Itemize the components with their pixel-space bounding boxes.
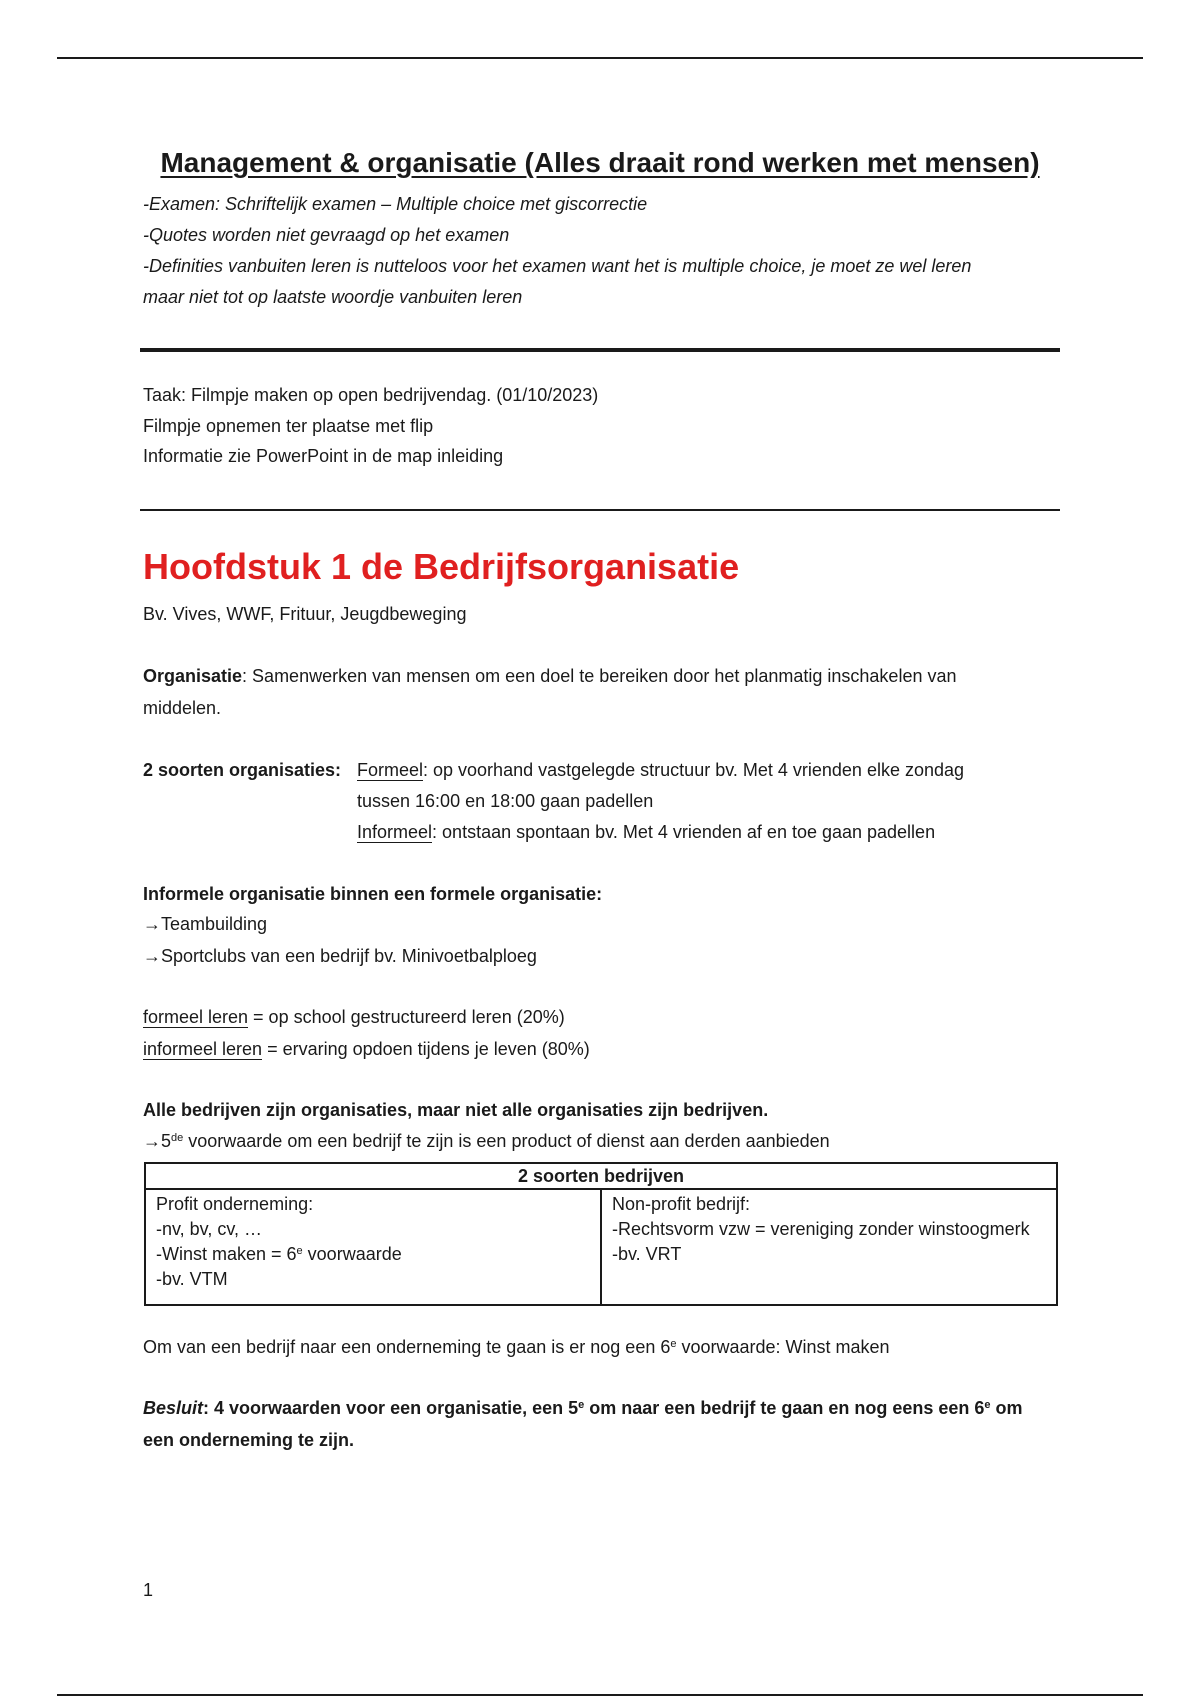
cell-sup: e [296, 1245, 303, 1257]
list-item [143, 946, 537, 966]
besluit-sup: e [578, 1399, 585, 1411]
sixth-condition [143, 1337, 890, 1357]
conclusion [143, 1398, 1023, 1418]
informal-heading: Informele organisatie binnen een formele organisatie: [143, 884, 603, 904]
statement: Alle bedrijven zijn organisaties, maar niet alle organisaties zijn bedrijven. [143, 1100, 769, 1120]
formeel-def-continued: tussen 16:00 en 18:00 gaan padellen [357, 791, 654, 811]
informeel-definition [357, 822, 935, 842]
learning-def: = op school gestructureerd leren (20%) [248, 1007, 565, 1027]
cell-line: Profit onderneming: [156, 1194, 314, 1214]
organisatie-term: Organisatie [143, 666, 243, 686]
cell-text: -Winst maken = 6 [156, 1244, 297, 1264]
table-row [145, 1189, 1057, 1305]
fifth-condition [143, 1131, 830, 1151]
bottom-rule [57, 1694, 1143, 1696]
top-rule [57, 57, 1143, 59]
besluit-text: : 4 voorwaarden voor een organisatie, een 5 [203, 1398, 579, 1418]
cell-line [156, 1242, 590, 1267]
exam-note: -Examen: Schriftelijk examen – Multiple choice met giscorrectie [143, 194, 648, 214]
besluit-sup: e [984, 1399, 991, 1411]
fifth-sup: de [171, 1132, 184, 1144]
learning-term: informeel leren [143, 1039, 263, 1059]
table-header: 2 soorten bedrijven [145, 1163, 1057, 1189]
section-separator [140, 348, 1060, 352]
page-number: 1 [143, 1580, 154, 1600]
conclusion-continued: een onderneming te zijn. [143, 1430, 355, 1450]
formeel-definition [357, 760, 964, 780]
exam-note: -Definities vanbuiten leren is nutteloos voor het examen want het is multiple choice, je moet ze wel leren [143, 256, 972, 276]
arrow-icon: → [143, 946, 161, 966]
task-line: Informatie zie PowerPoint in de map inleiding [143, 446, 504, 466]
fifth-prefix: 5 [161, 1131, 172, 1151]
list-item [143, 914, 267, 934]
company-types-table [144, 1162, 1058, 1306]
cell-line: -bv. VTM [156, 1269, 228, 1289]
profit-cell [145, 1189, 601, 1305]
informeel-def: : ontstaan spontaan bv. Met 4 vrienden af en toe gaan padellen [432, 822, 936, 842]
exam-note: -Quotes worden niet gevraagd op het examen [143, 225, 510, 245]
informeel-term: Informeel [357, 822, 433, 842]
task-line: Taak: Filmpje maken op open bedrijvendag. (01/10/2023) [143, 385, 599, 405]
nonprofit-cell [601, 1189, 1057, 1305]
cell-text: voorwaarde [302, 1244, 402, 1264]
learning-line [143, 1039, 590, 1059]
cell-line: Non-profit bedrijf: [612, 1194, 751, 1214]
learning-term: formeel leren [143, 1007, 249, 1027]
formeel-term: Formeel [357, 760, 424, 780]
fifth-rest: voorwaarde om een bedrijf te zijn is een product of dienst aan derden aanbieden [183, 1131, 830, 1151]
sixth-text: voorwaarde: Winst maken [676, 1337, 890, 1357]
formeel-def: : op voorhand vastgelegde structuur bv. Met 4 vrienden elke zondag [423, 760, 965, 780]
learning-def: = ervaring opdoen tijdens je leven (80%) [262, 1039, 590, 1059]
sixth-text: Om van een bedrijf naar een onderneming te gaan is er nog een 6 [143, 1337, 671, 1357]
section-separator [140, 509, 1060, 511]
arrow-icon: → [143, 914, 161, 934]
cell-line: -nv, bv, cv, … [156, 1219, 263, 1239]
organisatie-def: : Samenwerken van mensen om een doel te bereiken door het planmatig inschakelen van [242, 666, 957, 686]
learning-line [143, 1007, 565, 1027]
kinds-label: 2 soorten organisaties: [143, 760, 342, 780]
exam-note: maar niet tot op laatste woordje vanbuiten leren [143, 287, 523, 307]
besluit-text: om naar een bedrijf te gaan en nog eens een 6 [584, 1398, 985, 1418]
list-item-text: Teambuilding [161, 914, 268, 934]
organisatie-definition [143, 666, 956, 686]
cell-line: -bv. VRT [612, 1244, 682, 1264]
sixth-sup: e [670, 1338, 677, 1350]
chapter-title: Hoofdstuk 1 de Bedrijfsorganisatie [143, 546, 740, 587]
arrow-icon: → [143, 1131, 161, 1151]
besluit-term: Besluit [143, 1398, 204, 1418]
document-title: Management & organisatie (Alles draait rond werken met mensen) [160, 147, 1040, 178]
besluit-text: om [990, 1398, 1023, 1418]
task-line: Filmpje opnemen ter plaatse met flip [143, 416, 434, 436]
chapter-examples: Bv. Vives, WWF, Frituur, Jeugdbeweging [143, 604, 467, 624]
list-item-text: Sportclubs van een bedrijf bv. Minivoetbalploeg [161, 946, 537, 966]
organisatie-def-continued: middelen. [143, 698, 222, 718]
cell-line: -Rechtsvorm vzw = vereniging zonder winstoogmerk [612, 1219, 1030, 1239]
